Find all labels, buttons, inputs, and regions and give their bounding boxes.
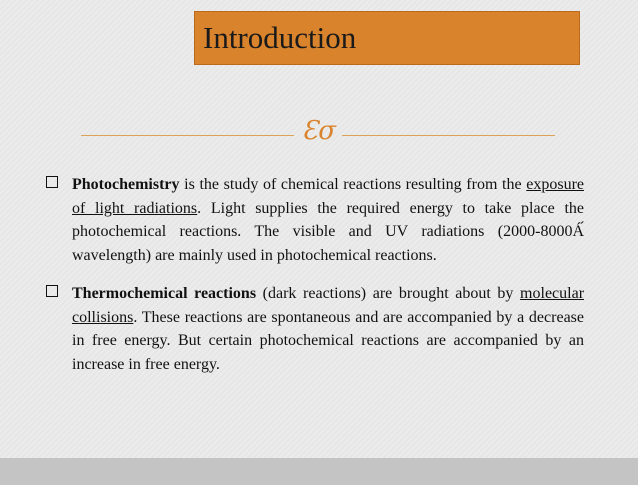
paragraph-text [72, 173, 584, 267]
title-box [194, 11, 580, 65]
bullet-paragraph-thermochemical [46, 282, 584, 376]
term-photochemistry: Photochemistry [72, 176, 180, 193]
text-segment: (dark reactions) are brought about by [256, 285, 521, 302]
checkbox-bullet-icon [46, 176, 58, 188]
term-thermochemical: Thermochemical reactions [72, 285, 257, 302]
checkbox-bullet-icon [46, 285, 58, 297]
text-segment: . Light supplies the required energy to take place the photochemical reactions. The visible and UV radiations (2000-8000Á́ wavelength) are mainly used in photochemical reactions. [72, 199, 585, 264]
ornament-icon: Ɛσ [302, 116, 336, 146]
underlined-phrase: molecular collisions [72, 285, 585, 326]
paragraph-text [72, 282, 584, 376]
divider-line-right [342, 135, 555, 136]
text-segment: . These reactions are spontaneous and are accompanied by a decrease in free energy. But certain photochemical reactions are accompanied by an increase in free energy. [72, 308, 584, 373]
bullet-paragraph-photochemistry [46, 173, 584, 267]
slide-title: Introduction [203, 20, 357, 55]
text-segment: is the study of chemical reactions resulting from the [179, 176, 527, 193]
divider-line-left [81, 135, 294, 136]
underlined-phrase: exposure of light radiations [72, 176, 584, 217]
bottom-band [0, 458, 638, 485]
